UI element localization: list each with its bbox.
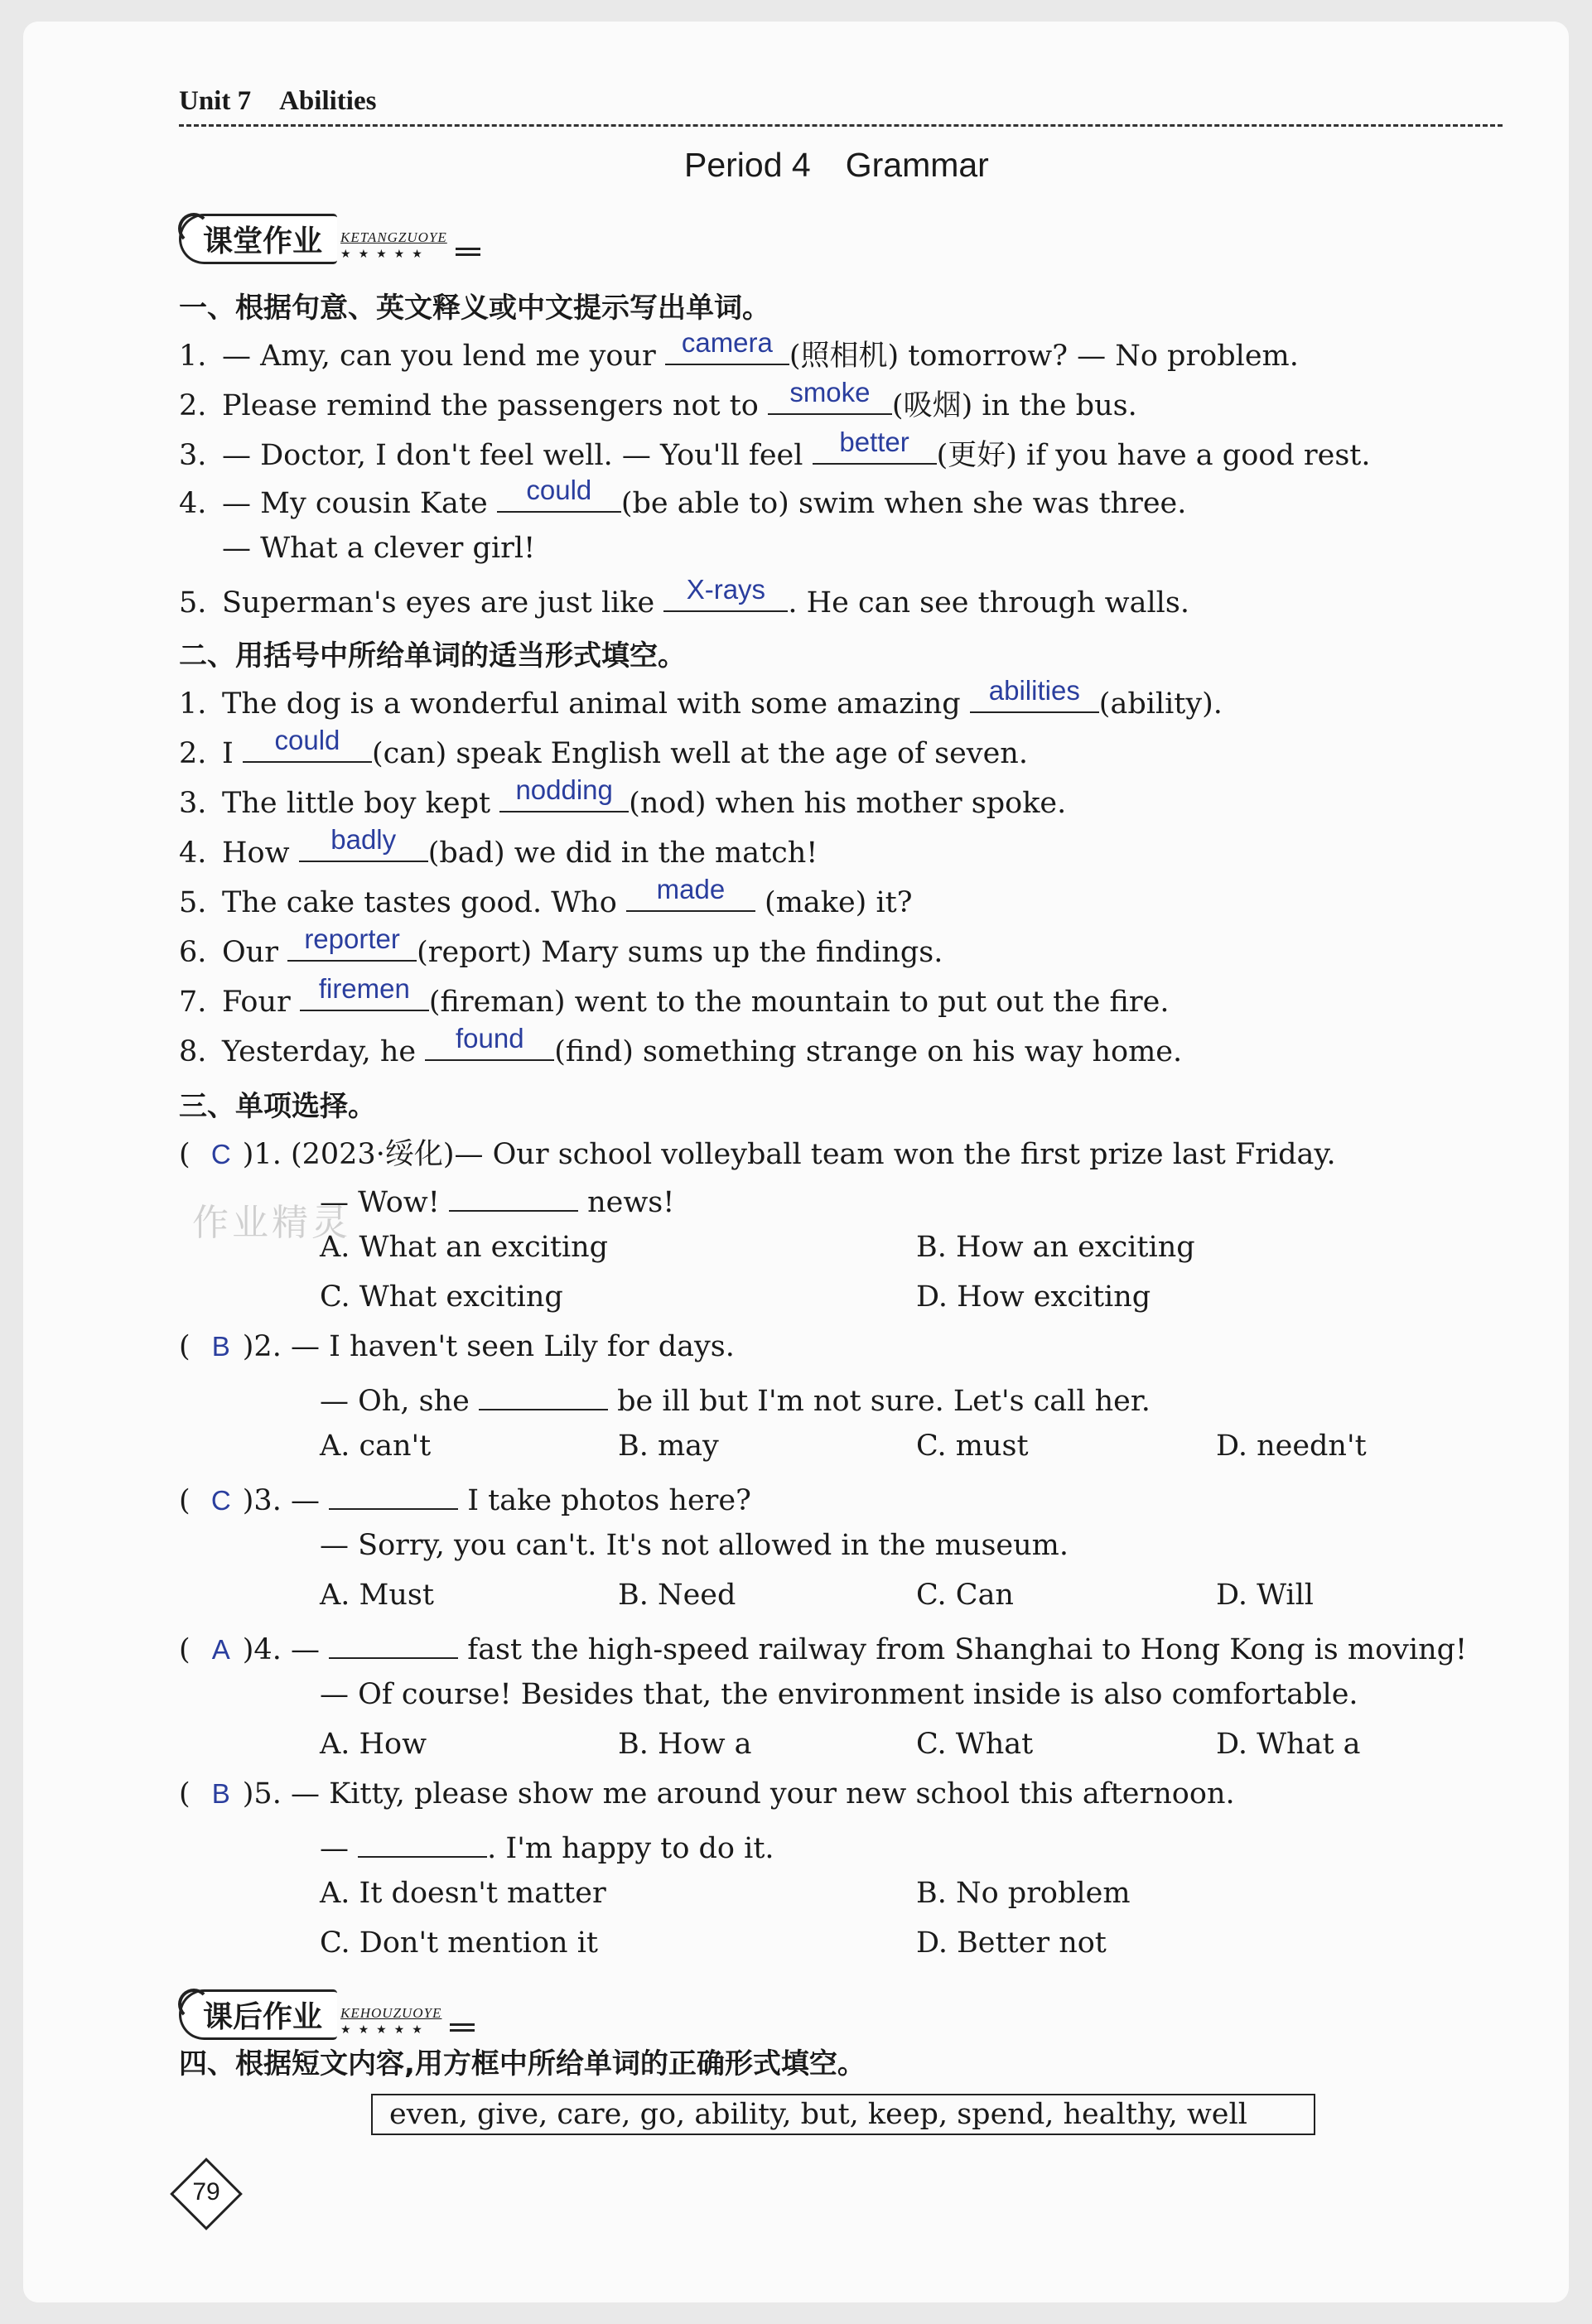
handwritten-answer: nodding <box>515 774 613 805</box>
paren: ( <box>179 1330 200 1363</box>
option: D. needn't <box>1216 1430 1367 1463</box>
question-line <box>179 1330 735 1363</box>
item-text: The little boy kept <box>222 787 500 820</box>
answer-blank <box>497 475 621 513</box>
answer-blank <box>243 725 372 763</box>
item-text: (照相机) tomorrow? — No problem. <box>789 340 1299 373</box>
section3-title: 三、单项选择。 <box>179 1090 376 1123</box>
option: C. must <box>916 1430 1029 1463</box>
logo-lines-icon <box>456 248 480 256</box>
handwritten-answer: reporter <box>304 923 400 954</box>
option: C. Don't mention it <box>320 1926 598 1960</box>
page-number: 79 <box>192 2178 220 2206</box>
item-text: Yesterday, he <box>222 1035 426 1068</box>
period-heading <box>684 146 989 185</box>
item-number: 1. <box>179 340 207 373</box>
item-text: — What a clever girl! <box>222 532 536 565</box>
item-text: (bad) we did in the match! <box>427 837 818 870</box>
section1-title: 一、根据句意、英文释义或中文提示写出单词。 <box>179 292 770 325</box>
section1-item <box>179 327 1299 374</box>
question-number: )4. <box>242 1633 291 1666</box>
section1-item <box>222 532 535 565</box>
option: C. What exciting <box>320 1280 563 1314</box>
option: C. What <box>916 1728 1034 1761</box>
item-number: 3. <box>179 787 207 820</box>
homework-stars-icon: ★★★★★ <box>340 2023 430 2037</box>
question-text: — Sorry, you can't. It's not allowed in the museum. <box>320 1529 1069 1562</box>
item-text: Four <box>222 986 300 1019</box>
section1-item <box>179 475 1187 520</box>
word-bank-item: , spend <box>938 2098 1044 2131</box>
paren: ( <box>179 1138 200 1171</box>
question-line <box>179 1131 1336 1173</box>
item-number: 6. <box>179 936 207 969</box>
answer-blank <box>449 1181 578 1212</box>
item-number: 7. <box>179 986 207 1019</box>
item-text: (find) something strange on his way home. <box>554 1035 1183 1068</box>
section2-title: 二、用括号中所给单词的适当形式填空。 <box>179 639 686 673</box>
question-text: fast the high-speed railway from Shanghai to Hong Kong is moving! <box>458 1633 1468 1666</box>
question-text: be ill but I'm not sure. Let's call her. <box>607 1385 1151 1418</box>
item-text: I <box>222 737 243 770</box>
option: B. How an exciting <box>916 1231 1195 1264</box>
item-number: 2. <box>179 389 207 422</box>
section2-item <box>179 675 1223 721</box>
handwritten-answer: better <box>839 427 909 457</box>
unit-title: Abilities <box>279 86 377 116</box>
handwritten-answer: badly <box>330 824 397 855</box>
section2-item <box>179 874 913 919</box>
section2-item <box>179 1023 1183 1068</box>
question-text: — Kitty, please show me around your new school this afternoon. <box>290 1777 1235 1811</box>
option: B. No problem <box>916 1877 1131 1910</box>
option: A. It doesn't matter <box>320 1877 606 1910</box>
handwritten-answer: smoke <box>789 377 871 407</box>
logo-lines-icon <box>450 2023 475 2032</box>
section1-item <box>179 377 1137 424</box>
option: B. Need <box>618 1579 736 1612</box>
item-text: (fireman) went to the mountain to put out the fire. <box>428 986 1170 1019</box>
question-text: — <box>320 1832 359 1865</box>
item-number: 2. <box>179 737 207 770</box>
question-text: (2023·绥化)— Our school volleyball team won the first prize last Friday. <box>290 1138 1336 1171</box>
handwritten-answer: camera <box>681 327 773 358</box>
paren: ( <box>179 1484 200 1517</box>
word-bank-item: even <box>389 2098 459 2131</box>
option: B. How a <box>618 1728 752 1761</box>
item-text: — My cousin Kate <box>222 487 497 520</box>
section2-item <box>179 824 818 870</box>
item-number: 5. <box>179 586 207 620</box>
option: D. What a <box>1216 1728 1361 1761</box>
answer-blank <box>300 973 429 1011</box>
word-bank-item: , ability <box>676 2098 782 2131</box>
section2-item <box>179 774 1067 820</box>
question-text: — Wow! <box>320 1186 449 1219</box>
question-text: — Oh, she <box>320 1385 479 1418</box>
choice-answer: B <box>211 1331 230 1362</box>
question-number: )2. <box>242 1330 291 1363</box>
word-bank-item: , but <box>782 2098 849 2131</box>
answer-blank <box>663 574 788 612</box>
answer-blank <box>425 1023 554 1061</box>
answer-blank <box>970 675 1099 713</box>
question-line <box>320 1529 1069 1562</box>
item-text: — Amy, can you lend me your <box>222 340 665 373</box>
header-divider <box>179 124 1503 127</box>
word-bank-item: , healthy <box>1044 2098 1168 2131</box>
section2-item <box>179 973 1170 1019</box>
answer-blank <box>479 1380 608 1410</box>
section2-item <box>179 725 1028 770</box>
answer-blank <box>299 824 428 862</box>
item-text: Superman's eyes are just like <box>222 586 664 620</box>
answer-blank <box>665 327 789 365</box>
option: C. Can <box>916 1579 1014 1612</box>
watermark: 作业精灵 <box>192 1202 351 1244</box>
homework-logo-text: 课后作业 <box>179 1989 337 2040</box>
item-text: (吸烟) in the bus. <box>891 389 1137 422</box>
question-text: — <box>290 1633 330 1666</box>
handwritten-answer: abilities <box>988 675 1080 706</box>
option: D. Better not <box>916 1926 1107 1960</box>
answer-blank <box>358 1827 487 1858</box>
question-line <box>320 1380 1151 1418</box>
question-text: — Of course! Besides that, the environment inside is also comfortable. <box>320 1678 1358 1711</box>
handwritten-answer: X-rays <box>686 574 766 605</box>
option: A. How <box>320 1728 427 1761</box>
handwritten-answer: could <box>274 725 340 755</box>
choice-answer: A <box>211 1634 230 1665</box>
period-label: Period 4 <box>684 146 811 184</box>
homework-logo-pinyin: KEHOUZUOYE <box>340 2005 442 2021</box>
paren: ( <box>179 1633 200 1666</box>
word-bank-item: , keep <box>850 2098 938 2131</box>
question-text: . I'm happy to do it. <box>487 1832 774 1865</box>
answer-blank <box>626 874 755 912</box>
item-number: 1. <box>179 687 207 721</box>
item-number: 4. <box>179 837 207 870</box>
classwork-stars-icon: ★★★★★ <box>340 248 430 261</box>
question-line <box>320 1181 674 1219</box>
question-line <box>179 1628 1467 1666</box>
classwork-logo <box>179 214 480 264</box>
handwritten-answer: found <box>455 1023 524 1054</box>
choice-answer: B <box>211 1778 230 1809</box>
answer-blank <box>499 774 629 812</box>
item-text: (make) it? <box>755 886 913 919</box>
word-bank-box <box>371 2094 1315 2135</box>
item-text: (nod) when his mother spoke. <box>629 787 1067 820</box>
section4-title: 四、根据短文内容,用方框中所给单词的正确形式填空。 <box>179 2047 866 2081</box>
running-header <box>179 86 376 117</box>
classwork-logo-pinyin: KETANGZUOYE <box>340 229 447 245</box>
item-text: Please remind the passengers not to <box>222 389 768 422</box>
question-text: news! <box>577 1186 675 1219</box>
item-number: 3. <box>179 439 207 472</box>
classwork-logo-text: 课堂作业 <box>179 214 337 264</box>
answer-blank <box>813 427 937 465</box>
question-line <box>320 1678 1358 1711</box>
question-text: I take photos here? <box>458 1484 751 1517</box>
question-number: )5. <box>242 1777 291 1811</box>
question-number: )3. <box>242 1484 291 1517</box>
question-number: )1. <box>242 1138 291 1171</box>
section1-item <box>179 427 1371 474</box>
question-line <box>179 1777 1235 1811</box>
item-text: The dog is a wonderful animal with some amazing <box>222 687 970 721</box>
handwritten-answer: made <box>656 874 726 904</box>
item-text: — Doctor, I don't feel well. — You'll feel <box>222 439 813 472</box>
question-line <box>320 1827 774 1865</box>
answer-blank <box>768 377 892 415</box>
answer-blank <box>329 1479 458 1510</box>
choice-answer: C <box>210 1485 231 1516</box>
unit-label: Unit 7 <box>179 86 252 116</box>
period-topic: Grammar <box>845 146 989 184</box>
word-bank-item: , care <box>538 2098 621 2131</box>
item-text: The cake tastes good. Who <box>222 886 626 919</box>
item-number: 5. <box>179 886 207 919</box>
word-bank-item: , give <box>459 2098 538 2131</box>
word-bank-item: , well <box>1169 2098 1247 2131</box>
question-line <box>179 1479 751 1517</box>
question-text: — I haven't seen Lily for days. <box>290 1330 735 1363</box>
item-text: (report) Mary sums up the findings. <box>417 936 943 969</box>
item-text: Our <box>222 936 288 969</box>
item-text: (ability). <box>1098 687 1223 721</box>
item-text: . He can see through walls. <box>788 586 1189 620</box>
option: A. What an exciting <box>320 1231 609 1264</box>
option: D. Will <box>1216 1579 1315 1612</box>
item-text: (be able to) swim when she was three. <box>620 487 1187 520</box>
item-text: (can) speak English well at the age of seven. <box>371 737 1028 770</box>
section1-item <box>179 574 1189 620</box>
option: A. Must <box>320 1579 434 1612</box>
item-text: (更好) if you have a good rest. <box>936 439 1371 472</box>
section2-item <box>179 923 943 969</box>
item-number: 4. <box>179 487 207 520</box>
item-text: How <box>222 837 299 870</box>
answer-blank <box>287 923 417 962</box>
item-number: 8. <box>179 1035 207 1068</box>
question-text: — <box>290 1484 330 1517</box>
choice-answer: C <box>210 1139 231 1169</box>
handwritten-answer: firemen <box>318 973 410 1004</box>
homework-logo <box>179 1989 475 2040</box>
word-bank-item: , go <box>621 2098 676 2131</box>
option: D. How exciting <box>916 1280 1151 1314</box>
handwritten-answer: could <box>526 475 592 505</box>
answer-blank <box>329 1628 458 1659</box>
option: A. can't <box>320 1430 432 1463</box>
option: B. may <box>618 1430 719 1463</box>
paren: ( <box>179 1777 200 1811</box>
